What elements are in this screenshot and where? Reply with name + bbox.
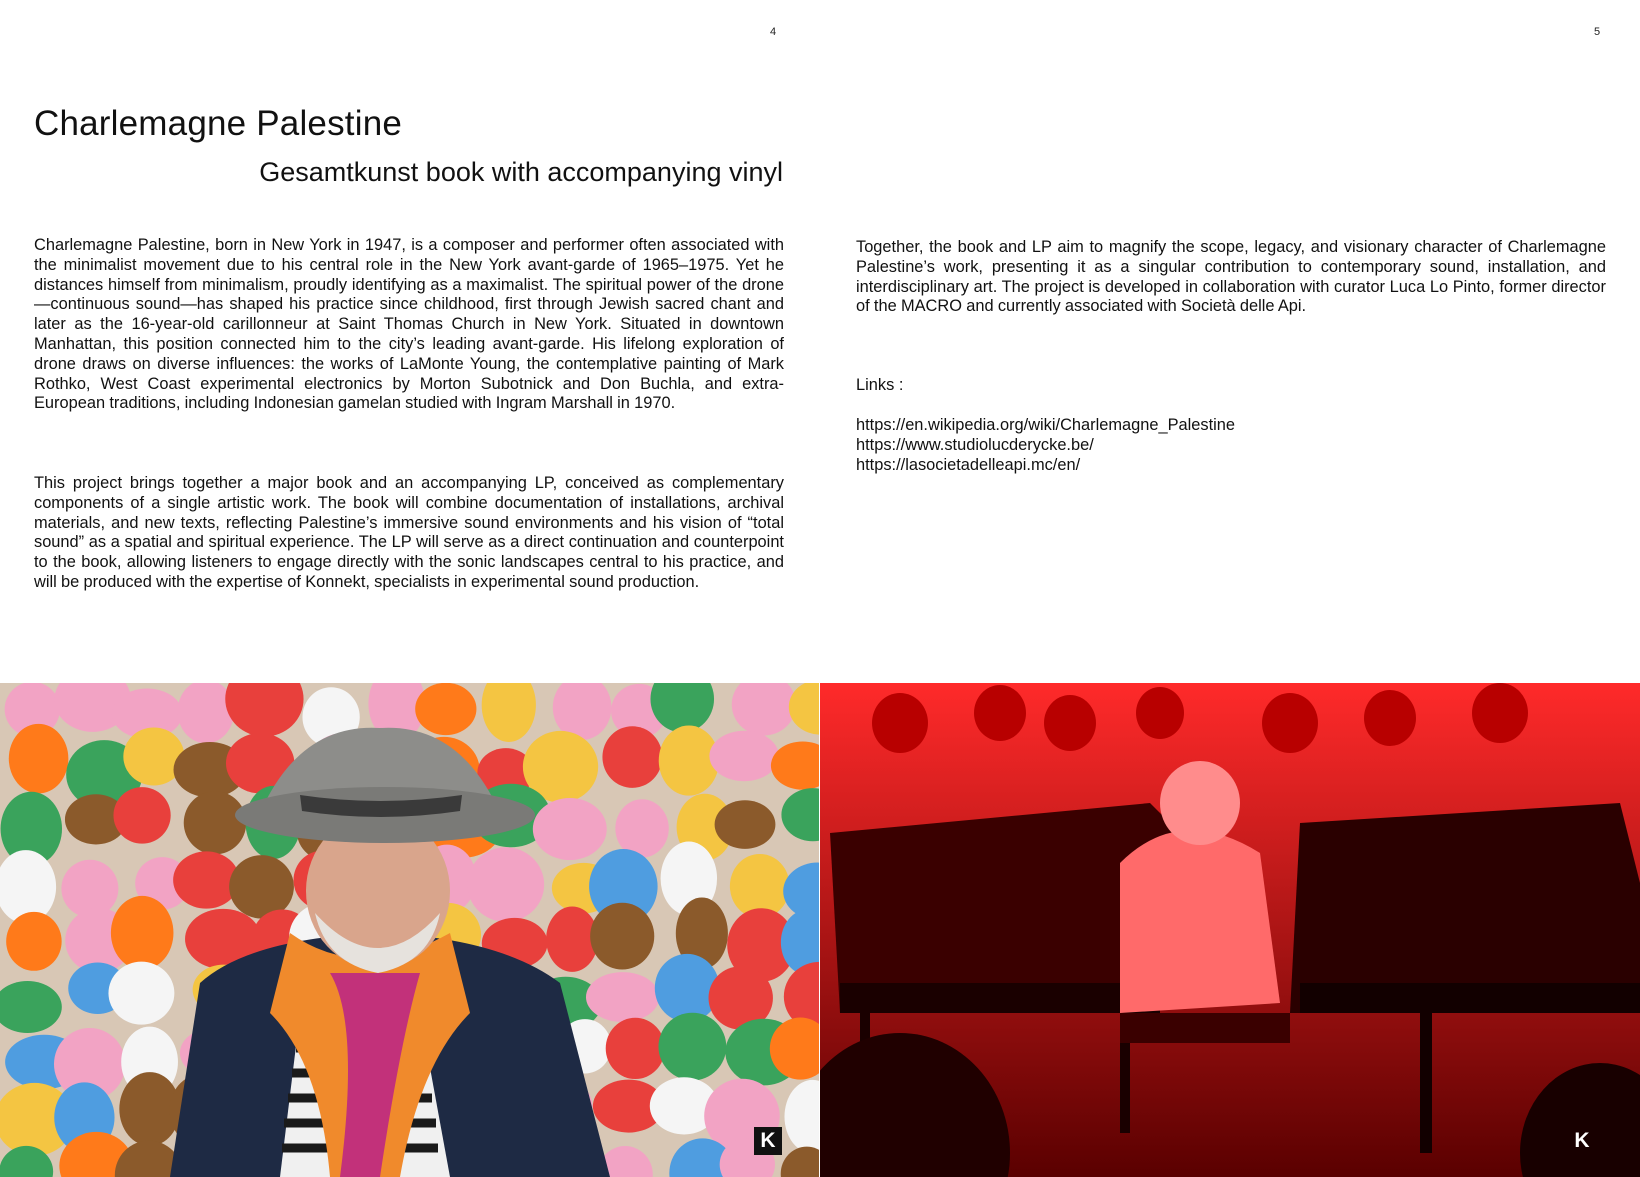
link-societa-delle-api[interactable]: https://lasocietadelleapi.mc/en/ xyxy=(856,455,1081,474)
links-label: Links : xyxy=(856,376,904,394)
plush-toy xyxy=(709,731,778,781)
body-paragraph: This project brings together a major book and an accompanying LP, conceived as complementary components of a single artistic work. The book will combine documentation of installations, archival materials, and new texts, reflecting Palestine’s immersive sound environments and his vision of “total sound” as a spatial and spiritual experience. The LP will serve as a direct continuation and counterpoint to the book, allowing listeners to engage directly with the sonic landscapes central to his practice, and will be produced with the expertise of Konnekt, specialists in experimental sound production. xyxy=(34,474,784,591)
plush-toy xyxy=(658,1013,726,1081)
list-item xyxy=(856,456,1235,476)
plush-toy xyxy=(615,799,668,857)
plush-toy xyxy=(108,962,174,1025)
body-column-right-paragraph-1 xyxy=(856,238,1606,317)
piano-performance-illustration xyxy=(820,683,1640,1177)
body-column-left-paragraph-1 xyxy=(34,236,784,414)
plush-toy xyxy=(715,800,776,849)
page-number-right: 5 xyxy=(1594,26,1601,38)
body-column-left-paragraph-2 xyxy=(34,474,784,593)
plush-toy xyxy=(113,787,170,844)
page-title: Charlemagne Palestine xyxy=(34,104,403,143)
plush-toy xyxy=(606,1018,665,1079)
plush-toy xyxy=(590,903,654,970)
plush-toy xyxy=(9,724,69,793)
plush-toy xyxy=(229,855,294,918)
plush-toy xyxy=(602,726,662,788)
konnekt-logo: K xyxy=(754,1127,782,1155)
list-item xyxy=(856,436,1235,456)
konnekt-logo: K xyxy=(1574,1129,1590,1152)
plush-toy xyxy=(415,683,476,735)
link-studio-luc-derycke[interactable]: https://www.studiolucderycke.be/ xyxy=(856,435,1094,454)
links-list xyxy=(856,416,1235,475)
photo-piano-performance xyxy=(820,683,1640,1177)
plush-toy xyxy=(61,860,118,918)
body-paragraph: Together, the book and LP aim to magnify the scope, legacy, and visionary character of Charlemagne Palestine’s work, presenting it as a singular contribution to contemporary sound, installation, and interdisciplinary art. The project is developed in collaboration with curator Luca Lo Pinto, former director of the MACRO and currently associated with Società delle Api. xyxy=(856,238,1606,316)
page-subtitle: Gesamtkunst book with accompanying vinyl xyxy=(259,157,783,187)
plush-toy xyxy=(111,896,174,970)
plush-toy xyxy=(6,912,61,971)
link-wikipedia[interactable]: https://en.wikipedia.org/wiki/Charlemagne_Palestine xyxy=(856,416,1236,434)
body-paragraph: Charlemagne Palestine, born in New York in 1947, is a composer and performer often associated with the minimalist movement due to his central role in the New York avant-garde of 1965–1975. Yet he distances himself from minimalism, proudly identifying as a maximalist. The spiritual power of the drone—continuous sound—has shaped his practice since childhood, first through Jewish sacred chant and later as the 16-year-old carillonneur at Saint Thomas Church in New York. Situated in downtown Manhattan, this position connected him to the city’s leading avant-garde. His lifelong exploration of drone draws on diverse influences: the works of LaMonte Young, the contemplative painting of Mark Rothko, West Coast experimental electronics by Morton Subotnick and Don Buchla, and extra-European traditions, including Indonesian gamelan studied with Ingram Marshall in 1970. xyxy=(34,236,784,413)
plush-toys-illustration xyxy=(0,683,819,1177)
plush-toy xyxy=(655,954,720,1022)
page-number-left: 4 xyxy=(770,26,777,38)
plush-toy xyxy=(533,798,607,860)
plush-toy xyxy=(184,791,247,854)
plush-toy xyxy=(586,972,659,1022)
photo-portrait-with-plush-toys xyxy=(0,683,819,1177)
list-item xyxy=(856,416,1235,436)
plush-toy xyxy=(173,851,239,908)
plush-toy xyxy=(467,847,544,922)
